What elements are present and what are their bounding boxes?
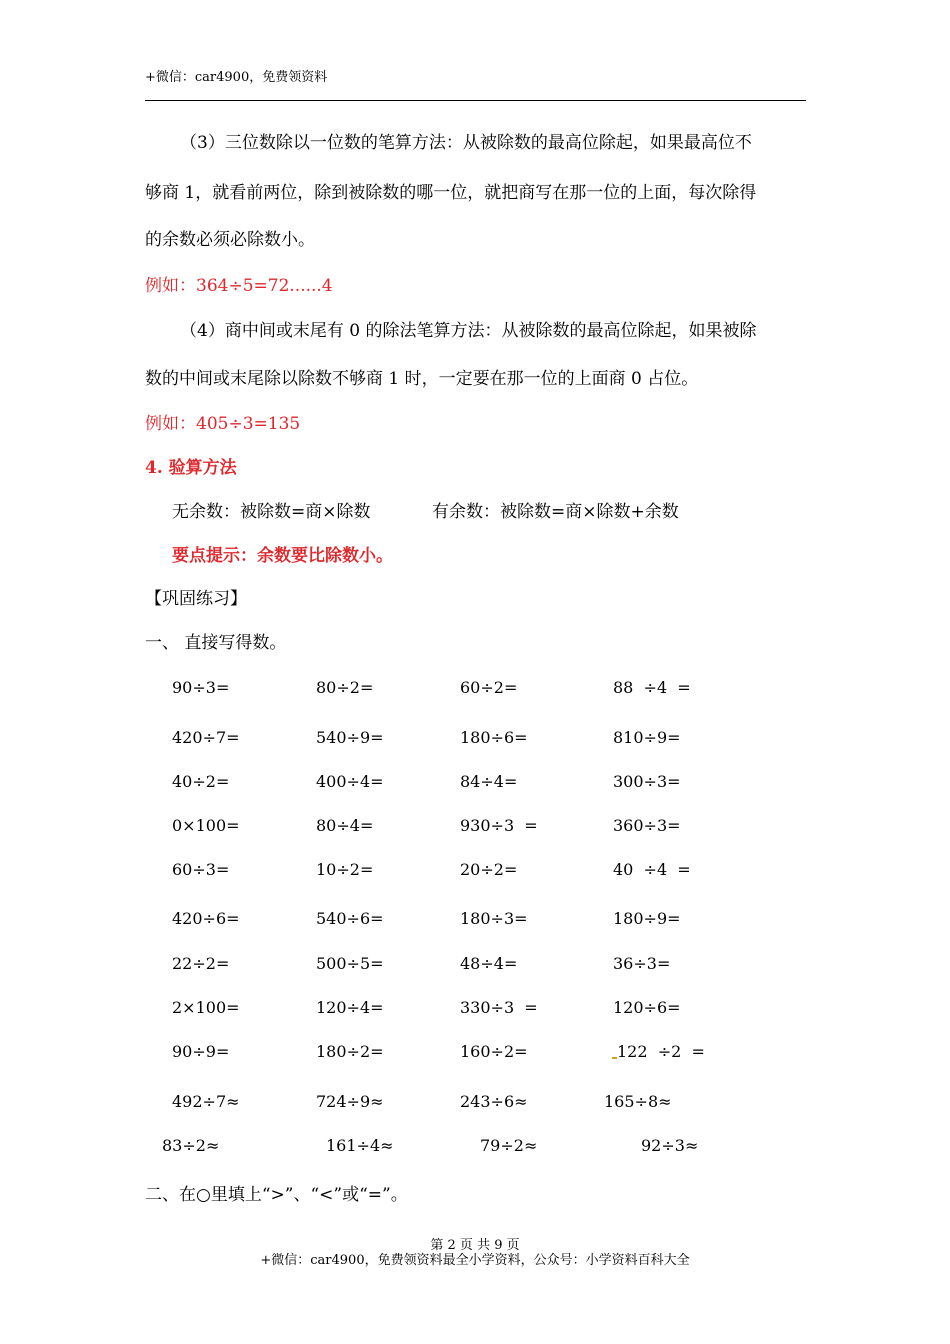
header-rule xyxy=(145,100,806,101)
exercise-item: 180÷9= xyxy=(613,909,681,928)
exercise-item: 165÷8≈ xyxy=(604,1092,672,1111)
exercise-item: 40 ÷4 = xyxy=(613,860,691,879)
example-1: 例如：364÷5=72......4 xyxy=(145,276,333,296)
exercise-item: 330÷3 = xyxy=(460,998,538,1017)
exercise-item: 540÷9= xyxy=(316,728,384,747)
paragraph-3-line-2: 够商 1，就看前两位，除到被除数的哪一位，就把商写在那一位的上面，每次除得 xyxy=(145,183,757,203)
exercise-item: 360÷3= xyxy=(613,816,681,835)
exercise-item: 60÷3= xyxy=(172,860,230,879)
question-2-title: 二、在○里填上“>”、“<”或“=”。 xyxy=(145,1185,408,1205)
exercise-item: 120÷6= xyxy=(613,998,681,1017)
exercise-item: 80÷4= xyxy=(316,816,374,835)
exercise-item: 48÷4= xyxy=(460,954,518,973)
exercise-item: 90÷9= xyxy=(172,1042,230,1061)
question-1-title: 一、 直接写得数。 xyxy=(145,633,287,653)
exercise-item: 84÷4= xyxy=(460,772,518,791)
exercise-item: 0×100= xyxy=(172,816,240,835)
exercise-item: 10÷2= xyxy=(316,860,374,879)
exercise-item: 80÷2= xyxy=(316,678,374,697)
exercise-item: 83÷2≈ xyxy=(162,1136,220,1155)
exercise-item: 161÷4≈ xyxy=(326,1136,394,1155)
exercise-item: 180÷6= xyxy=(460,728,528,747)
exercise-item: 88 ÷4 = xyxy=(613,678,691,697)
exercise-item: 492÷7≈ xyxy=(172,1092,240,1111)
exercise-item: 20÷2= xyxy=(460,860,518,879)
paragraph-3-line-3: 的余数必须必除数小。 xyxy=(145,230,315,250)
example-2: 例如：405÷3=135 xyxy=(145,414,301,434)
exercise-item: 500÷5= xyxy=(316,954,384,973)
exercise-item: 79÷2≈ xyxy=(480,1136,538,1155)
exercise-item: 160÷2= xyxy=(460,1042,528,1061)
paragraph-4-line-2: 数的中间或末尾除以除数不够商 1 时，一定要在那一位的上面商 0 占位。 xyxy=(145,369,699,389)
exercise-item: 90÷3= xyxy=(172,678,230,697)
check-with-remainder: 有余数：被除数=商×除数+余数 xyxy=(432,502,679,522)
exercise-item: 540÷6= xyxy=(316,909,384,928)
exercise-item: 2×100= xyxy=(172,998,240,1017)
exercise-item: 724÷9≈ xyxy=(316,1092,384,1111)
practice-title: 【巩固练习】 xyxy=(145,589,247,609)
check-no-remainder: 无余数：被除数=商×除数 xyxy=(172,502,371,522)
paragraph-4-line-1: （4）商中间或末尾有 0 的除法笔算方法：从被除数的最高位除起，如果被除 xyxy=(180,321,757,341)
exercise-item: 60÷2= xyxy=(460,678,518,697)
exercise-item: 180÷2= xyxy=(316,1042,384,1061)
footer-note: +微信：car4900，免费领资料最全小学资料，公众号：小学资料百科大全 xyxy=(260,1253,690,1268)
exercise-item: 243÷6≈ xyxy=(460,1092,528,1111)
exercise-item: 810÷9= xyxy=(613,728,681,747)
exercise-item: 420÷7= xyxy=(172,728,240,747)
exercise-item: 400÷4= xyxy=(316,772,384,791)
exercise-item: 22÷2= xyxy=(172,954,230,973)
paragraph-3-line-1: （3）三位数除以一位数的笔算方法：从被除数的最高位除起，如果最高位不 xyxy=(180,133,752,153)
exercise-item: 300÷3= xyxy=(613,772,681,791)
exercise-item: 930÷3 = xyxy=(460,816,538,835)
exercise-item: 92÷3≈ xyxy=(641,1136,699,1155)
page-header: +微信：car4900，免费领资料 xyxy=(145,70,328,85)
key-tip: 要点提示：余数要比除数小。 xyxy=(172,546,393,566)
section-4-title: 4. 验算方法 xyxy=(145,458,237,478)
page-number: 第 2 页 共 9 页 xyxy=(430,1238,520,1253)
exercise-item: 180÷3= xyxy=(460,909,528,928)
exercise-item: 420÷6= xyxy=(172,909,240,928)
exercise-item: 120÷4= xyxy=(316,998,384,1017)
exercise-item: 40÷2= xyxy=(172,772,230,791)
exercise-item: 36÷3= xyxy=(613,954,671,973)
exercise-item: 122 ÷2 = xyxy=(617,1042,705,1061)
highlight-mark xyxy=(612,1057,617,1059)
